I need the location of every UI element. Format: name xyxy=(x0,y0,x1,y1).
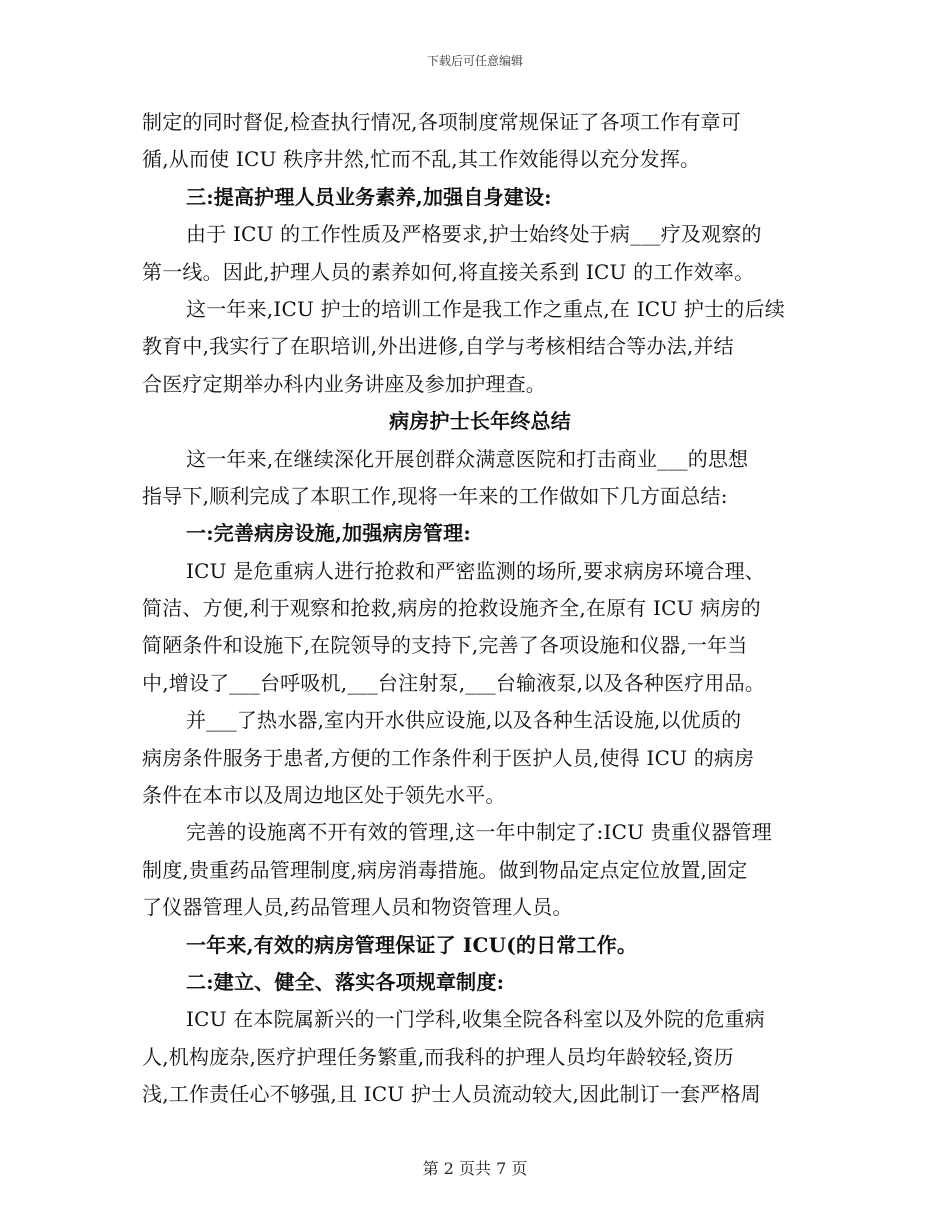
paragraph-line: 制度,贵重药品管理制度,病房消毒措施。做到物品定点定位放置,固定 xyxy=(142,857,748,882)
section-title: 病房护士长年终总结 xyxy=(389,409,571,434)
section-heading: 二:建立、健全、落实各项规章制度: xyxy=(186,969,505,994)
paragraph-line: 简陋条件和设施下,在院领导的支持下,完善了各项设施和仪器,一年当 xyxy=(142,633,748,658)
paragraph-line: 循,从而使 ICU 秩序井然,忙而不乱,其工作效能得以充分发挥。 xyxy=(142,147,701,172)
paragraph-line: 人,机构庞杂,医疗护理任务繁重,而我科的护理人员均年龄较轻,资历 xyxy=(142,1044,734,1069)
paragraph-line: 条件在本市以及周边地区处于领先水平。 xyxy=(142,783,506,808)
paragraph-line: 并___了热水器,室内开水供应设施,以及各种生活设施,以优质的 xyxy=(186,708,742,733)
section-heading: 一年来,有效的病房管理保证了 ICU(的日常工作。 xyxy=(186,932,638,957)
page-header: 下载后可任意编辑 xyxy=(426,54,523,68)
paragraph-line: 病房条件服务于患者,方便的工作条件利于医护人员,使得 ICU 的病房 xyxy=(142,745,755,770)
paragraph-line: 指导下,顺利完成了本职工作,现将一年来的工作做如下几方面总结: xyxy=(142,483,728,508)
paragraph-line: 完善的设施离不开有效的管理,这一年中制定了:ICU 贵重仪器管理 xyxy=(186,820,772,845)
paragraph-line: ICU 在本院属新兴的一门学科,收集全院各科室以及外院的危重病 xyxy=(186,1007,765,1032)
section-heading: 一:完善病房设施,加强病房管理: xyxy=(186,521,471,546)
paragraph-line: 这一年来,ICU 护士的培训工作是我工作之重点,在 ICU 护士的后续 xyxy=(186,296,785,321)
paragraph-line: 了仪器管理人员,药品管理人员和物资管理人员。 xyxy=(142,895,573,920)
paragraph-line: ICU 是危重病人进行抢救和严密监测的场所,要求病房环境合理、 xyxy=(186,558,765,583)
paragraph-line: 教育中,我实行了在职培训,外出进修,自学与考核相结合等办法,并结 xyxy=(142,334,734,359)
paragraph-line: 这一年来,在继续深化开展创群众满意医院和打击商业___的思想 xyxy=(186,446,749,471)
paragraph-line: 简洁、方便,利于观察和抢救,病房的抢救设施齐全,在原有 ICU 病房的 xyxy=(142,596,761,621)
page-footer: 第 2 页共 7 页 xyxy=(422,1159,528,1178)
paragraph-line: 由于 ICU 的工作性质及严格要求,护士始终处于病___疗及观察的 xyxy=(186,222,762,247)
paragraph-line: 浅,工作责任心不够强,且 ICU 护士人员流动较大,因此制订一套严格周 xyxy=(142,1082,761,1107)
paragraph-line: 第一线。因此,护理人员的素养如何,将直接关系到 ICU 的工作效率。 xyxy=(142,259,755,284)
paragraph-line: 制定的同时督促,检查执行情况,各项制度常规保证了各项工作有章可 xyxy=(142,110,741,134)
document-body xyxy=(142,104,818,1114)
paragraph-line: 合医疗定期举办科内业务讲座及参加护理查。 xyxy=(142,371,546,396)
paragraph-line: 中,增设了___台呼吸机,___台注射泵,___台输液泵,以及各种医疗用品。 xyxy=(142,670,766,695)
section-heading: 三:提高护理人员业务素养,加强自身建设: xyxy=(186,184,552,209)
